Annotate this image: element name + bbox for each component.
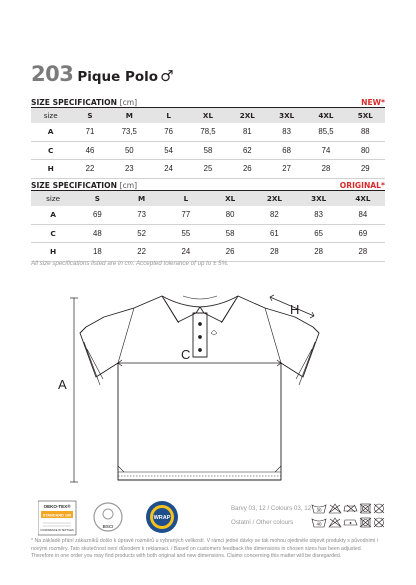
polo-chest-logo	[211, 330, 217, 335]
table-cell: 76	[149, 123, 188, 141]
care-icons	[311, 500, 387, 530]
product-title	[31, 62, 174, 86]
product-code: 203	[31, 62, 74, 86]
size-column-header: M	[110, 108, 149, 123]
table-cell: 50	[110, 141, 149, 160]
label-c: C	[181, 347, 191, 362]
polo-button	[199, 349, 202, 352]
size-column-header: S	[75, 191, 119, 206]
table-cell: 78,5	[188, 123, 227, 141]
table-cell: 26	[228, 160, 267, 179]
table-row	[31, 243, 385, 262]
table-cell: 73	[120, 206, 164, 224]
table-cell: 65	[297, 224, 341, 243]
table-cell: 81	[228, 123, 267, 141]
label-a: A	[58, 377, 67, 392]
measure-label: A	[31, 123, 70, 141]
table-cell: 83	[267, 123, 306, 141]
table-cell: 61	[252, 224, 296, 243]
table-cell: 77	[164, 206, 208, 224]
size-column-header: XL	[208, 191, 252, 206]
size-column-header: 2XL	[252, 191, 296, 206]
table-row	[31, 206, 385, 224]
table-row	[31, 224, 385, 243]
size-spec-original-header	[31, 178, 385, 191]
table-cell: 73,5	[110, 123, 149, 141]
size-spec-new-tag: NEW*	[361, 98, 385, 107]
table-cell: 82	[252, 206, 296, 224]
table-cell: 28	[252, 243, 296, 262]
table-cell: 29	[346, 160, 385, 179]
label-h: H	[290, 302, 300, 317]
size-table-new-body	[31, 123, 385, 178]
table-cell: 24	[149, 160, 188, 179]
size-table-original	[31, 191, 385, 262]
table-cell: 55	[164, 224, 208, 243]
table-cell: 24	[164, 243, 208, 262]
table-cell: 58	[208, 224, 252, 243]
size-column-header: L	[149, 108, 188, 123]
disclaimer-text: * Na základě přání zákazníků došlo k úpravě rozměrů u vybraných velikostí. V rámci jedné dávky se tak mohou ojediněle objevit produkty s původními i novými rozměry. Tato skutečnost není důvodem k reklamaci. / Based on customers feedback the dimensions in chosen sizes has been adjusted. Therefore in one order you may find products with both original and new dimensions. Claims concerning this matter will be disregarded.	[31, 538, 378, 560]
table-cell: 27	[267, 160, 306, 179]
size-spec-original	[31, 178, 385, 262]
size-column-header: XL	[188, 108, 227, 123]
size-spec-new-unit: [cm]	[119, 98, 138, 107]
colours-line-1: Barvy 03, 12 / Colours 03, 12	[231, 505, 312, 512]
measure-label: A	[31, 206, 75, 224]
table-cell: 68	[267, 141, 306, 160]
table-cell: 28	[306, 160, 345, 179]
measure-label: H	[31, 160, 70, 179]
table-cell: 71	[70, 123, 109, 141]
table-cell: 58	[188, 141, 227, 160]
table-cell: 83	[297, 206, 341, 224]
size-spec-original-tag: ORIGINAL*	[339, 181, 385, 190]
table-cell: 46	[70, 141, 109, 160]
wrap-badge	[146, 501, 178, 533]
table-cell: 22	[120, 243, 164, 262]
oeko-tex-standard: STANDARD 100	[42, 513, 72, 518]
no-iron-icon	[344, 505, 357, 512]
measure-label: H	[31, 243, 75, 262]
table-cell: 22	[70, 160, 109, 179]
table-cell: 48	[75, 224, 119, 243]
table-cell: 28	[297, 243, 341, 262]
table-row	[31, 141, 385, 160]
wash-temp-1: 30	[316, 507, 322, 513]
table-cell: 62	[228, 141, 267, 160]
wash-temp-2: 40	[316, 521, 322, 527]
table-cell: 80	[346, 141, 385, 160]
product-name: Pique Polo	[77, 69, 159, 85]
polo-button	[199, 336, 202, 339]
table-cell: 69	[75, 206, 119, 224]
bsci-label: BSCI	[102, 524, 114, 529]
gender-symbol: ♂	[160, 67, 174, 85]
bsci-badge	[94, 503, 122, 531]
size-table-original-header-row	[31, 191, 385, 206]
size-spec-new-label: SIZE SPECIFICATION	[31, 98, 117, 107]
size-table-new	[31, 108, 385, 179]
size-column-header: size	[31, 191, 75, 206]
oeko-tex-badge	[38, 501, 76, 535]
table-cell: 25	[188, 160, 227, 179]
table-cell: 28	[341, 243, 385, 262]
size-column-header: size	[31, 108, 70, 123]
size-column-header: 4XL	[306, 108, 345, 123]
no-bleach-icon	[329, 504, 341, 513]
tolerance-note: All size specifications listed are in cm. Accepted tolerance of up to ± 5%.	[31, 260, 229, 267]
size-spec-new-header	[31, 95, 385, 108]
size-column-header: S	[70, 108, 109, 123]
table-cell: 18	[75, 243, 119, 262]
size-table-new-header-row	[31, 108, 385, 123]
table-row	[31, 123, 385, 141]
no-bleach-icon	[329, 518, 341, 527]
size-spec-original-unit: [cm]	[119, 181, 138, 190]
size-column-header: 4XL	[341, 191, 385, 206]
certification-badges	[38, 497, 188, 541]
size-column-header: 5XL	[346, 108, 385, 123]
size-column-header: M	[120, 191, 164, 206]
size-column-header: 3XL	[297, 191, 341, 206]
oeko-tex-subtitle: CONFIDENCE IN TEXTILES	[40, 529, 74, 532]
polo-collar	[162, 296, 238, 322]
table-row	[31, 160, 385, 179]
size-spec-new	[31, 95, 385, 179]
size-spec-original-label: SIZE SPECIFICATION	[31, 181, 117, 190]
table-cell: 88	[346, 123, 385, 141]
size-column-header: L	[164, 191, 208, 206]
table-cell: 26	[208, 243, 252, 262]
table-cell: 23	[110, 160, 149, 179]
measure-label: C	[31, 224, 75, 243]
table-cell: 85,5	[306, 123, 345, 141]
table-cell: 52	[120, 224, 164, 243]
oeko-tex-title: OEKO-TEX®	[43, 504, 71, 509]
polo-technical-drawing	[0, 284, 416, 494]
table-cell: 69	[341, 224, 385, 243]
size-column-header: 3XL	[267, 108, 306, 123]
size-table-original-body	[31, 206, 385, 261]
measure-label: C	[31, 141, 70, 160]
polo-button	[199, 323, 202, 326]
table-cell: 74	[306, 141, 345, 160]
table-cell: 54	[149, 141, 188, 160]
wrap-label: WRAP	[153, 515, 171, 521]
size-column-header: 2XL	[228, 108, 267, 123]
table-cell: 84	[341, 206, 385, 224]
table-cell: 80	[208, 206, 252, 224]
colours-line-2: Ostatní / Other colours	[231, 519, 294, 526]
